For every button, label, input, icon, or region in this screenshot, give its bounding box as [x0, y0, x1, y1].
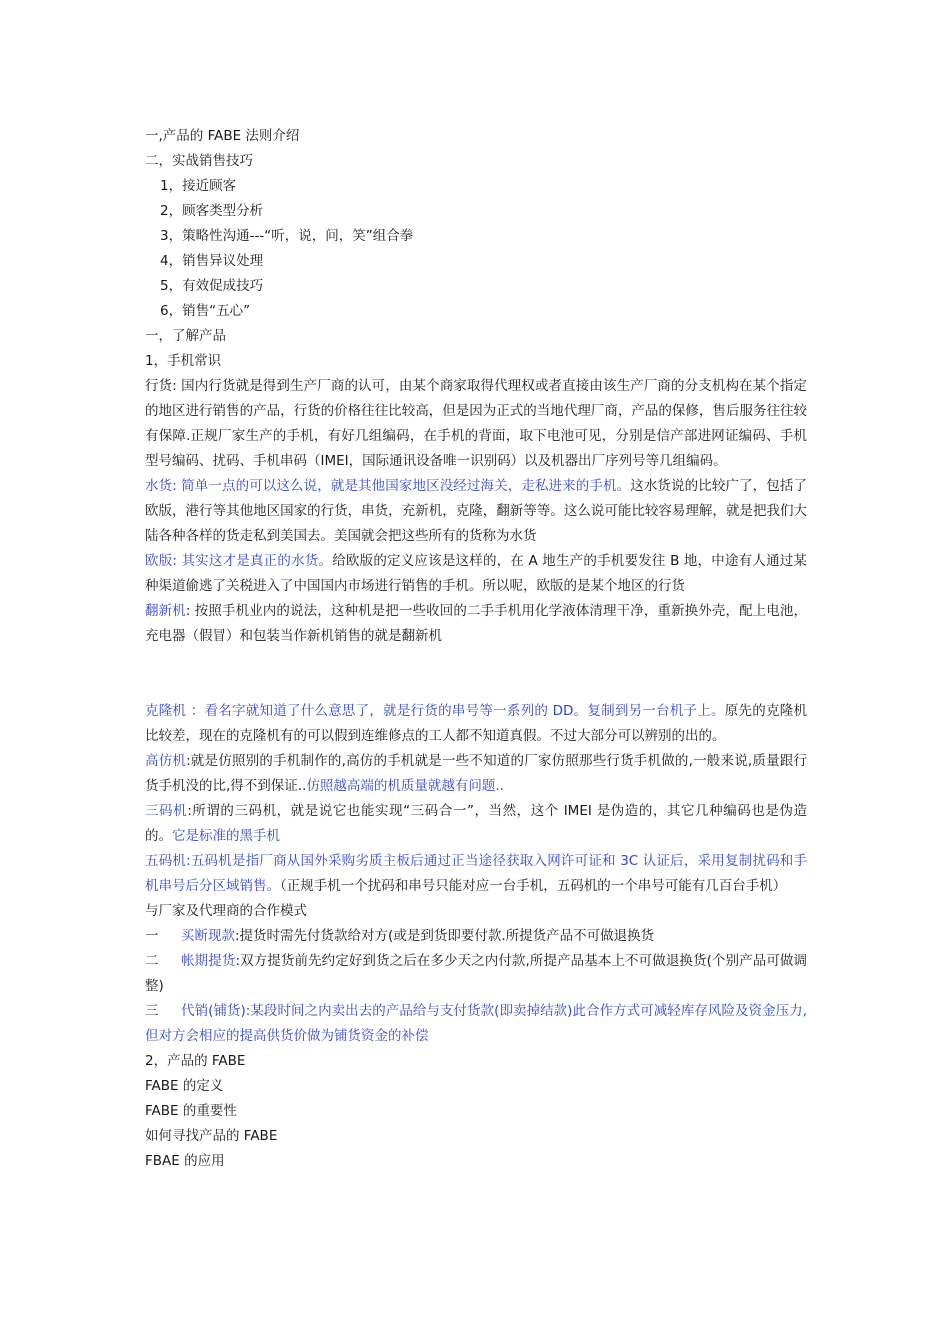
paragraph-kelong — [145, 699, 807, 749]
term-text: :就是仿照别的手机制作的,高仿的手机就是一些不知道的厂家仿照那些行货手机做的,一般来说,质量跟行货手机没的比,得不到保证.. — [145, 753, 808, 794]
term-text: : 按照手机业内的说法，这种机是把一些收回的二手手机用化学液体清理干净，重新换外壳，配上电池，充电器（假冒）和包装当作新机销售的就是翻新机 — [145, 603, 808, 644]
fabe-line: FBAE 的应用 — [145, 1153, 225, 1169]
term-highlight: 买断现款 — [181, 928, 235, 944]
term-text: :提货时需先付货款给对方(或是到货即要付款.所提货产品不可做退换货 — [235, 928, 655, 944]
coop-number: 三 — [145, 1003, 159, 1019]
term-text: 这水货说的比较广了，包括了欧版，港行等其他地区国家的行货，串货，充新机，克隆，翻新等等。这么说可能比较容易理解，就是把我们大陆各种各样的货走私到美国去。美国就会把这些所有的货称为水货 — [145, 478, 808, 544]
coop-item — [145, 924, 807, 949]
sub-heading: 1，手机常识 — [145, 353, 222, 369]
paragraph-hanghuo: 行货: 国内行货就是得到生产厂商的认可，由某个商家取得代理权或者直接由该生产厂商的分支机构在某个指定的地区进行销售的产品，行货的价格往往比较高，但是因为正式的当地代理厂商，产品的保修，售后服务往往较有保障.正规厂家生产的手机，有好几组编码，在手机的背面，取下电池可见，分别是信产部进网证编码、手机型号编码、扰码、手机串码（IMEI，国际通讯设备唯一识别码）以及机器出厂序列号等几组编码。 — [145, 378, 807, 469]
fabe-line: 如何寻找产品的 FABE — [145, 1128, 278, 1144]
coop-number: 二 — [145, 953, 159, 969]
section-heading: 一，了解产品 — [145, 328, 226, 344]
outline-title: 一,产品的 FABE 法则介绍 — [145, 128, 300, 144]
term-highlight: 高仿机 — [145, 753, 187, 769]
outline-item: 1，接近顾客 — [160, 178, 237, 194]
coop-item — [145, 999, 807, 1049]
fabe-line: FABE 的重要性 — [145, 1103, 237, 1119]
term-highlight: 翻新机 — [145, 603, 186, 619]
outline-item: 3，策略性沟通---“听，说，问，笑”组合拳 — [160, 228, 414, 244]
paragraph-shuihuo — [145, 474, 807, 549]
paragraph-wuma — [145, 849, 807, 899]
coop-heading: 与厂家及代理商的合作模式 — [145, 903, 307, 919]
fabe-line: 2，产品的 FABE — [145, 1053, 246, 1069]
outline-item: 2，顾客类型分析 — [160, 203, 264, 219]
term-highlight: 三码机 — [145, 803, 188, 819]
outline-section-2: 二，实战销售技巧 — [145, 153, 253, 169]
term-highlight: 欧版: 其实这才是真正的水货。 — [145, 553, 333, 569]
term-text: :双方提货前先约定好到货之后在多少天之内付款,所提产品基本上不可做退换货(个别产品可做调整) — [145, 953, 808, 994]
outline-item: 6，销售“五心” — [160, 303, 251, 319]
term-highlight: 水货: 简单一点的可以这么说，就是其他国家地区没经过海关，走私进来的手机。 — [145, 478, 631, 494]
term-text: :所谓的三码机，就是说它也能实现“三码合一”，当然，这个 IMEI 是伪造的，其它几种编码也是伪造的。 — [145, 803, 808, 844]
outline-item: 5，有效促成技巧 — [160, 278, 264, 294]
document-body — [145, 124, 807, 1174]
term-highlight: 代销(铺货):某段时间之内卖出去的产品给与支付货款(即卖掉结款)此合作方式可减轻库存风险及资金压力,但对方会相应的提高供货价做为铺货资金的补偿 — [145, 1003, 807, 1044]
term-highlight: 仿照越高端的机质量就越有问题.. — [306, 778, 504, 794]
term-text: 给欧版的定义应该是这样的，在 A 地生产的手机要发往 B 地，中途有人通过某种渠道偷逃了关税进入了中国国内市场进行销售的手机。所以呢，欧版的是某个地区的行货 — [145, 553, 807, 594]
term-highlight: 它是标准的黑手机 — [172, 828, 280, 844]
paragraph-sanma — [145, 799, 807, 849]
term-highlight: 克隆机 ：看名字就知道了什么意思了，就是行货的串号等一系列的 DD。复制到另一台机子上。 — [145, 703, 725, 719]
term-text: （正规手机一个扰码和串号只能对应一台手机，五码机的一个串号可能有几百台手机） — [280, 878, 787, 894]
paragraph-fanxin — [145, 599, 807, 649]
outline-item: 4，销售异议处理 — [160, 253, 264, 269]
paragraph-ouban — [145, 549, 807, 599]
term-highlight: 五码机:五码机是指厂商从国外采购劣质主板后通过正当途径获取入网许可证和 3C 认证后，采用复制扰码和手机串号后分区域销售。 — [145, 853, 807, 894]
blank-gap — [145, 649, 807, 699]
fabe-line: FABE 的定义 — [145, 1078, 224, 1094]
coop-item — [145, 949, 807, 999]
coop-number: 一 — [145, 928, 159, 944]
term-text: 原先的克隆机比较差，现在的克隆机有的可以假到连维修点的工人都不知道真假。不过大部分可以辨别的出的。 — [145, 703, 808, 744]
paragraph-gaofang — [145, 749, 807, 799]
term-highlight: 帐期提货 — [181, 953, 236, 969]
